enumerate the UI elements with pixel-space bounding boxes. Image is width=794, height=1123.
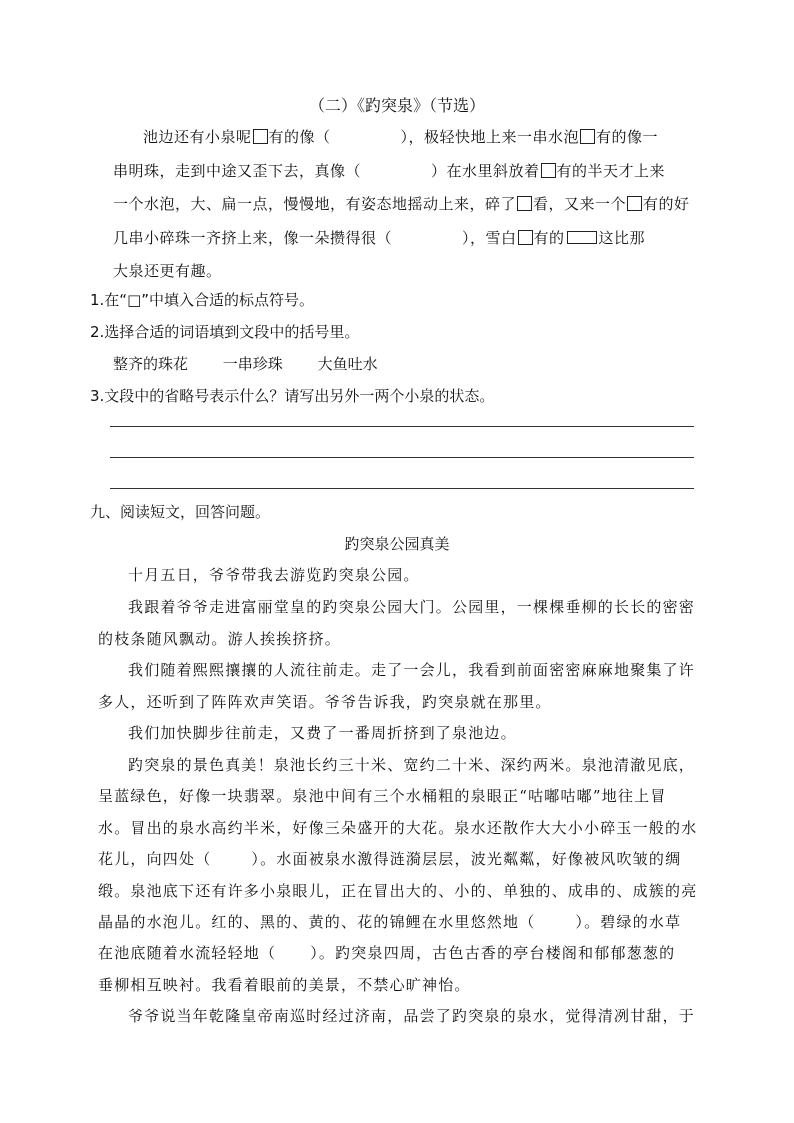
answer-line[interactable] (110, 488, 694, 489)
punctuation-box-long[interactable] (567, 231, 597, 244)
article-line: 我跟着爷爷走进富丽堂皇的趵突泉公园大门。公园里，一棵棵垂柳的长长的密密 (128, 598, 696, 616)
word-option: 整齐的珠花 (113, 355, 189, 373)
word-option: 大鱼吐水 (317, 355, 378, 373)
punctuation-box[interactable] (580, 129, 595, 144)
article-line: 花儿，向四处（ ）。水面被泉水激得涟漪层层，波光粼粼，好像被风吹皱的绸 (98, 850, 682, 868)
question-2: 2.选择合适的词语填到文段中的括号里。 (90, 323, 360, 341)
punctuation-box[interactable] (518, 230, 533, 245)
punctuation-box[interactable] (517, 196, 532, 211)
article-line: 晶晶的水泡儿。红的、黑的、黄的、花的锦鲤在水里悠然地（ ）。碧绿的水草 (98, 913, 682, 931)
article-line: 垂柳相互映衬。我看着眼前的美景，不禁心旷神怡。 (98, 976, 471, 994)
article-line: 在池底随着水流轻轻地（ ）。趵突泉四周，古色古香的亭台楼阁和郁郁葱葱的 (98, 944, 676, 962)
question-1: 1.在“□”中填入合适的标点符号。 (90, 291, 315, 309)
passage-line-5: 大泉还更有趣。 (113, 262, 222, 280)
word-options (113, 354, 408, 374)
passage-line-3: 一个水泡，大、扁一点，慢慢地，有姿态地摇动上来，碎了 看，又来一个 有的好 (113, 195, 690, 213)
punctuation-box[interactable] (627, 196, 642, 211)
article-line: 缎。泉池底下还有许多小泉眼儿，正在冒出大的、小的、单独的、成串的、成簇的亮 (98, 882, 698, 900)
question-3: 3.文段中的省略号表示什么？请写出另外一两个小泉的状态。 (90, 387, 495, 405)
article-line: 水。冒出的泉水高约半米，好像三朵盛开的大花。泉水还散作大大小小碎玉一般的水 (98, 819, 698, 837)
punctuation-box[interactable] (541, 163, 556, 178)
article-line: 我们随着熙熙攘攘的人流往前走。走了一会儿，我看到前面密密麻麻地聚集了许 (128, 661, 696, 679)
section-title: （二）《趵突泉》（节选） (308, 96, 485, 115)
article-line: 我们加快脚步往前走，又费了一番周折挤到了泉池边。 (128, 724, 517, 742)
passage-line-2: 串明珠，走到中途又歪下去，真像（ ）在水里斜放着 有的半天才上来 (113, 162, 666, 180)
article-line: 趵突泉的景色真美！泉池长约三十米、宽约二十米、深约两米。泉池清澈见底， (128, 756, 696, 774)
article-line: 爷爷说当年乾隆皇帝南巡时经过济南，品尝了趵突泉的泉水，觉得清冽甘甜，于 (128, 1007, 696, 1025)
article-line: 多人，还听到了阵阵欢声笑语。爷爷告诉我，趵突泉就在那里。 (98, 693, 552, 711)
article-line: 的枝条随风飘动。游人挨挨挤挤。 (98, 630, 342, 648)
answer-line[interactable] (110, 457, 694, 458)
passage-line-1: 池边还有小泉呢 有的像（ ），极轻快地上来一串水泡 有的像一 (143, 128, 659, 146)
article-line: 十月五日，爷爷带我去游览趵突泉公园。 (128, 566, 420, 584)
punctuation-box[interactable] (253, 129, 268, 144)
word-option: 一串珍珠 (222, 355, 283, 373)
section-heading: 九、阅读短文，回答问题。 (90, 503, 271, 521)
answer-line[interactable] (110, 426, 694, 427)
article-title: 趵突泉公园真美 (344, 535, 450, 553)
passage-line-4: 几串小碎珠一齐挤上来，像一朵攒得很（ ），雪白 有的 这比那 (113, 229, 646, 247)
article-line: 呈蓝绿色，好像一块翡翠。泉池中间有三个水桶粗的泉眼正“咕嘟咕嘟”地往上冒 (98, 787, 667, 805)
